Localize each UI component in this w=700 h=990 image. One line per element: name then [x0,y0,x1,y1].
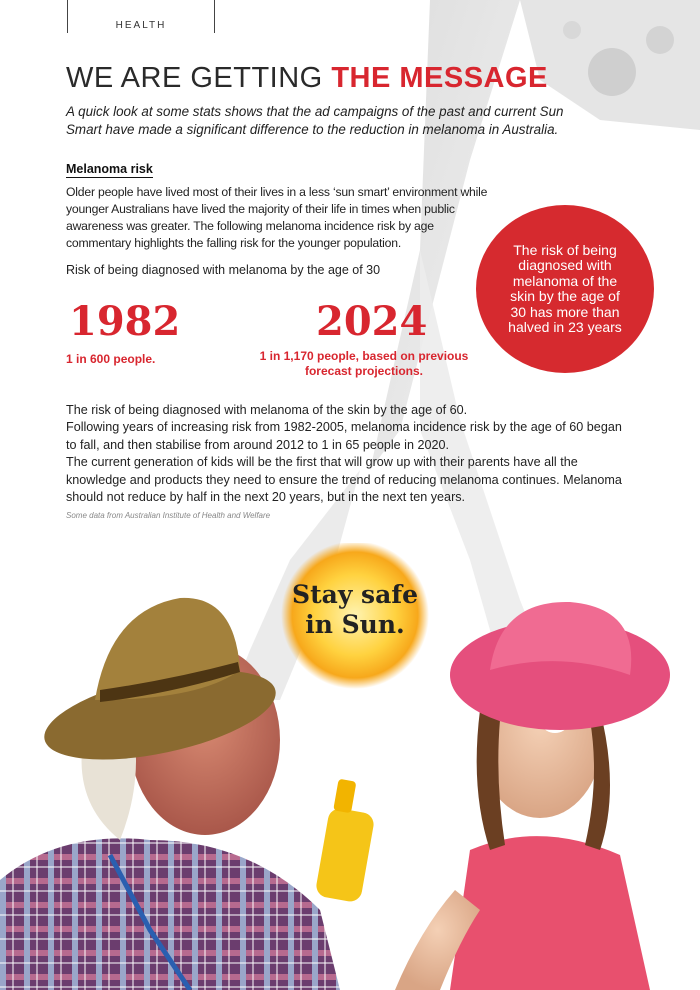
sun-badge-line2: in Sun. [305,610,405,639]
title-accent: THE MESSAGE [331,62,548,94]
callout-circle [476,205,654,373]
section-label: HEALTH [115,20,167,31]
body-line: Following years of increasing risk from 1982-2005, melanoma incidence risk by the age of 60 began to fall, and then stabilise from around 2012 to 1 in 65 people in 2020. [66,420,622,452]
girl-top [450,836,650,990]
sunscreen-bottle [315,807,376,904]
body-text [66,402,626,506]
page-title [66,62,548,95]
body-line: The risk of being diagnosed with melanoma of the skin by the age of 60. [66,403,468,417]
sun-badge-text [270,580,440,640]
stat-2024: 1 in 1,170 people, based on previous forecast projections. [259,349,469,378]
risk-label: Risk of being diagnosed with melanoma by the age of 30 [66,263,381,277]
sunscreen-cap [333,779,356,814]
body-line: The current generation of kids will be the first that will grow up with their parents have all the knowledge and products they need to ensure the trend of reducing melanoma continues. Melanoma should not reduce by half in the next 20 years, but in the next ten years. [66,455,622,505]
year-2024: 2024 [316,298,428,345]
melanoma-risk-heading: Melanoma risk [66,162,153,176]
stat-1982: 1 in 600 people. [66,352,156,366]
sun-badge-line1: Stay safe [292,580,418,609]
source-note: Some data from Australian Institute of Health and Welfare [66,511,271,520]
title-main: WE ARE GETTING [66,62,332,94]
intro-text: A quick look at some stats shows that the ad campaigns of the past and current Sun Smart have made a significant difference to the reduction in melanoma in Australia. [66,104,564,137]
year-1982: 1982 [69,298,181,345]
callout-text: The risk of being diagnosed with melanoma of the skin by the age of 30 has more than halved in 23 years [508,241,622,335]
section-tag [67,0,215,33]
man-shirt [0,838,340,990]
melanoma-paragraph: Older people have lived most of their lives in a less ‘sun smart’ environment while younger Australians have lived the majority of their life in times when public awareness was greater. The following melanoma incidence risk by age commentary highlights the falling risk for the younger population. [66,185,488,250]
